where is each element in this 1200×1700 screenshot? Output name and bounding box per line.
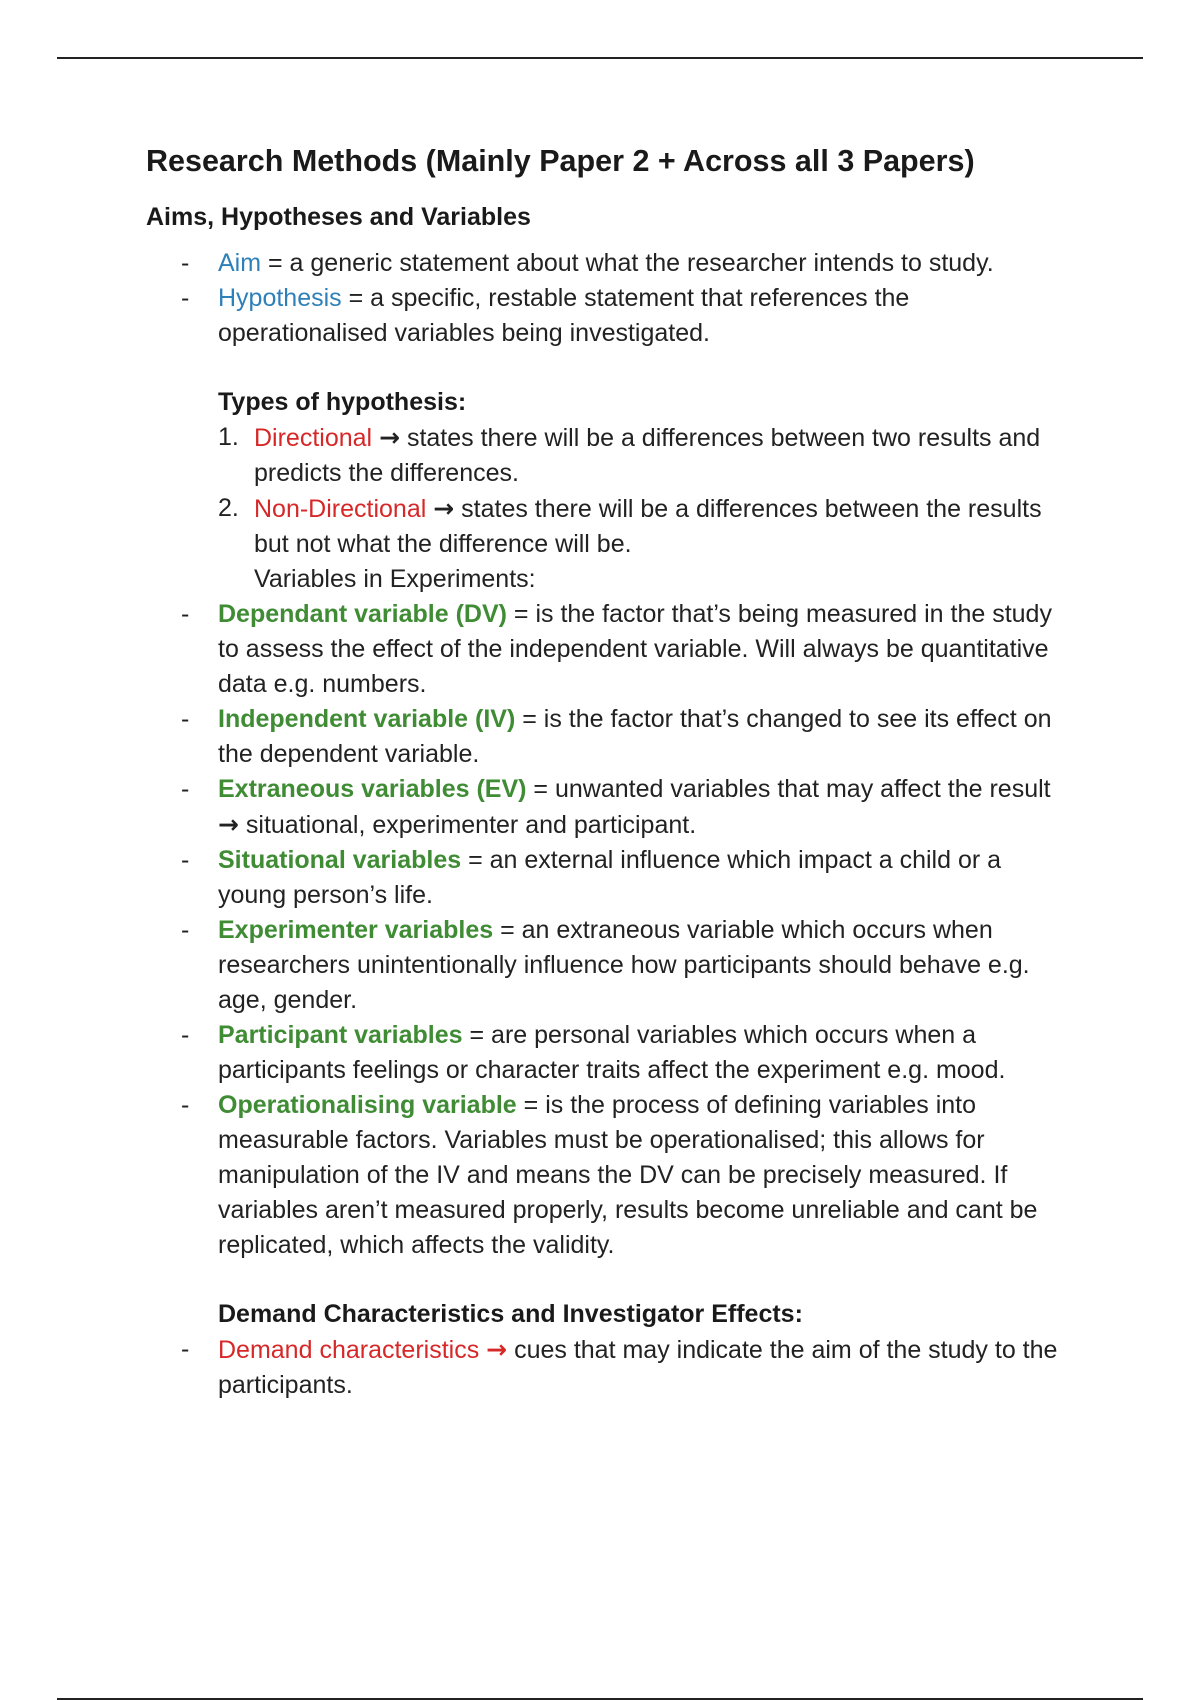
list-item-directional [146, 420, 1066, 491]
list-item-demand [146, 1332, 1066, 1403]
dash-bullet: - [181, 283, 190, 312]
dash-bullet: - [181, 845, 190, 874]
document-body [146, 143, 1066, 1403]
term-demand [218, 1336, 507, 1364]
dash-bullet: - [181, 915, 190, 944]
demand-list [146, 1332, 1066, 1403]
dash-bullet: - [181, 1334, 190, 1363]
definition-text: = a specific, restable statement that references the operationalised variables being investigated. [218, 283, 910, 347]
definition-text: = a generic statement about what the researcher intends to study. [261, 248, 994, 277]
list-number: 2. [218, 493, 239, 522]
term-aim: Aim [218, 248, 262, 277]
term-participant: Participant variables [218, 1020, 463, 1049]
term-operationalising: Operationalising variable [218, 1090, 517, 1119]
page-title: Research Methods (Mainly Paper 2 + Across all 3 Papers) [146, 144, 975, 178]
list-item-hypothesis [146, 281, 1066, 351]
list-item-dv [146, 597, 1066, 702]
term-directional: Directional [254, 423, 373, 452]
list-item-aim [146, 246, 1066, 281]
arrow-icon: → [379, 422, 401, 452]
dash-bullet: - [181, 1090, 190, 1119]
term-non-directional: Non-Directional [254, 494, 427, 523]
definition-text: cues that may indicate the aim of the study to the participants. [218, 1335, 1058, 1399]
list-item-situational [146, 843, 1066, 913]
term-ev: Extraneous variables (EV) [218, 774, 527, 803]
definition-text: = unwanted variables that may affect the result [526, 774, 1051, 803]
term-demand-text: Demand characteristics [218, 1335, 480, 1364]
definition-text: = are personal variables which occurs when a participants feelings or character traits affect the experiment e.g. mood. [218, 1020, 1006, 1084]
list-item-experimenter [146, 913, 1066, 1018]
list-item-non-directional [146, 491, 1066, 562]
definition-text: = is the factor that’s being measured in the study to assess the effect of the independent variable. Will always be quantitative data e.g. numbers. [218, 599, 1052, 698]
term-iv: Independent variable (IV) [218, 704, 516, 733]
definition-text-continued: situational, experimenter and participant. [238, 810, 697, 839]
dash-bullet: - [181, 704, 190, 733]
term-hypothesis: Hypothesis [218, 283, 342, 312]
definition-text: = is the process of defining variables into measurable factors. Variables must be operationalised; this allows for manipulation of the IV and means the DV can be precisely measured. If variables aren’t measured properly, results become unreliable and cant be replicated, which affects the validity. [218, 1090, 1038, 1259]
definitions-list [146, 246, 1066, 351]
term-situational: Situational variables [218, 845, 462, 874]
definition-text: = an external influence which impact a child or a young person’s life. [218, 845, 1002, 909]
dash-bullet: - [181, 599, 190, 628]
list-item-participant [146, 1018, 1066, 1088]
term-experimenter: Experimenter variables [218, 915, 494, 944]
types-heading: Types of hypothesis: [218, 387, 467, 416]
list-item-ev [146, 772, 1066, 843]
arrow-icon: → [486, 1334, 508, 1364]
list-number: 1. [218, 422, 239, 451]
top-rule [57, 57, 1143, 59]
variables-list [146, 597, 1066, 1263]
dash-bullet: - [181, 774, 190, 803]
list-item-iv [146, 702, 1066, 772]
definition-text: = is the factor that’s changed to see its effect on the dependent variable. [218, 704, 1052, 768]
arrow-icon: → [218, 809, 239, 839]
term-dv: Dependant variable (DV) [218, 599, 507, 628]
variables-heading: Variables in Experiments: [254, 564, 536, 593]
definition-text: = an extraneous variable which occurs when researchers unintentionally influence how participants should behave e.g. age, gender. [218, 915, 1030, 1014]
list-item-operationalising [146, 1088, 1066, 1263]
dash-bullet: - [181, 248, 190, 277]
definition-text: states there will be a differences between the results but not what the difference will be. [254, 494, 1042, 558]
section-subtitle: Aims, Hypotheses and Variables [146, 202, 531, 231]
arrow-icon: → [433, 493, 455, 523]
demand-heading: Demand Characteristics and Investigator Effects: [218, 1299, 803, 1328]
dash-bullet: - [181, 1020, 190, 1049]
definition-text: states there will be a differences between two results and predicts the differences. [254, 423, 1041, 487]
